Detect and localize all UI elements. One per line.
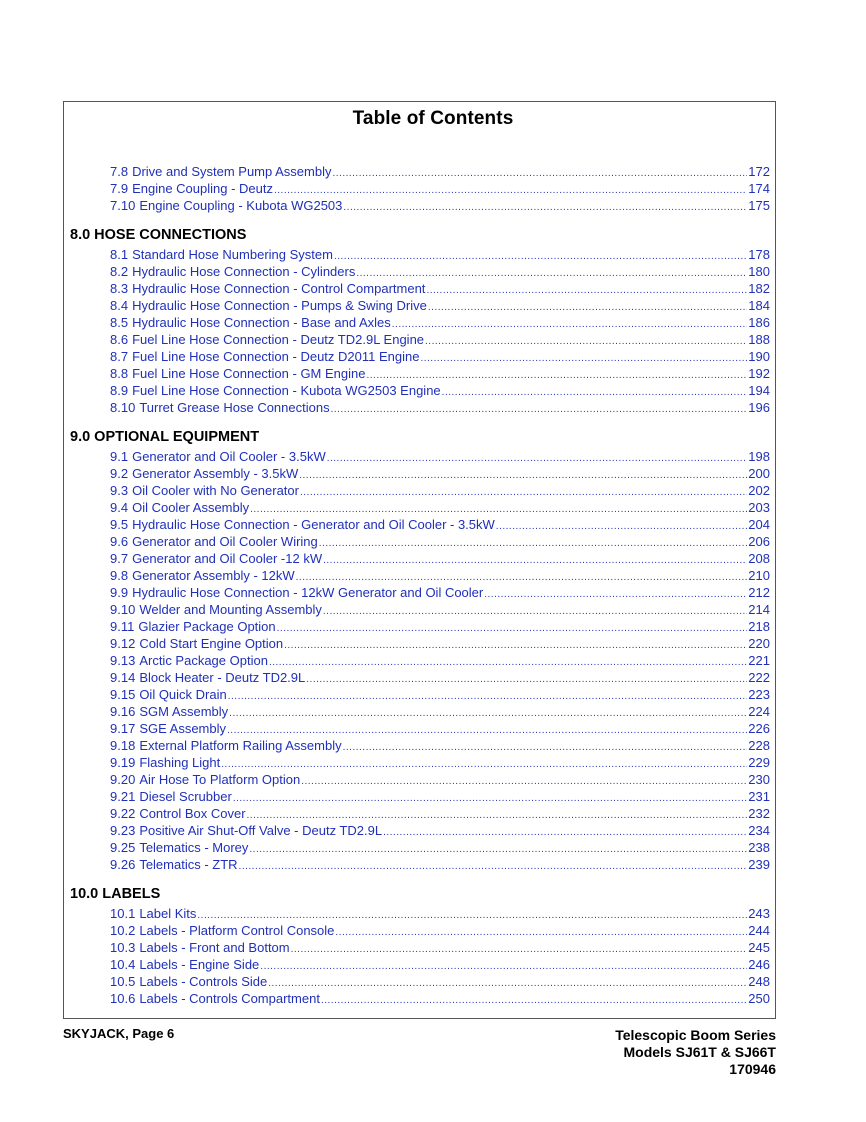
toc-entry[interactable] — [110, 618, 770, 635]
toc-entry-number: 9.12 — [110, 636, 136, 651]
toc-entry-title: SGM Assembly — [139, 704, 229, 719]
toc-entry-page: 214 — [748, 602, 770, 617]
toc-entry-page: 230 — [748, 772, 770, 787]
toc-entry-title: Engine Coupling - Deutz — [132, 181, 273, 196]
toc-entry-page: 192 — [748, 366, 770, 381]
section-heading: 10.0 LABELS — [70, 886, 161, 902]
toc-entry-number: 9.2 — [110, 466, 129, 481]
toc-entry-page: 174 — [748, 181, 770, 196]
toc-entry-page: 228 — [748, 738, 770, 753]
toc-entry[interactable] — [110, 856, 770, 873]
toc-entry-title: Drive and System Pump Assembly — [132, 164, 332, 179]
toc-entry-title: Generator Assembly - 3.5kW — [132, 466, 299, 481]
toc-entry-title: Welder and Mounting Assembly — [139, 602, 322, 617]
toc-entry-title: Hydraulic Hose Connection - Base and Axles — [132, 315, 391, 330]
toc-entry-number: 8.7 — [110, 349, 129, 364]
toc-entry[interactable] — [110, 990, 770, 1007]
toc-entry-title: Generator and Oil Cooler -12 kW — [132, 551, 323, 566]
toc-entry-title: Labels - Controls Side — [139, 974, 268, 989]
toc-entry-number: 9.22 — [110, 806, 136, 821]
toc-entry-title: Glazier Package Option — [138, 619, 276, 634]
toc-entry-number: 8.2 — [110, 264, 129, 279]
toc-entry-title: Generator and Oil Cooler Wiring — [132, 534, 318, 549]
toc-entry-number: 9.26 — [110, 857, 136, 872]
toc-entry-page: 229 — [748, 755, 770, 770]
toc-entry-title: Fuel Line Hose Connection - Deutz D2011 Engine — [132, 349, 420, 364]
toc-entry-number: 8.9 — [110, 383, 129, 398]
toc-entry[interactable] — [110, 246, 770, 263]
toc-entry-title: Label Kits — [139, 906, 197, 921]
toc-entry[interactable] — [110, 788, 770, 805]
toc-entry-number: 7.9 — [110, 181, 129, 196]
toc-entry[interactable] — [110, 314, 770, 331]
toc-entry-page: 244 — [748, 923, 770, 938]
toc-entry-title: Engine Coupling - Kubota WG2503 — [139, 198, 343, 213]
toc-entry-title: Hydraulic Hose Connection - Cylinders — [132, 264, 356, 279]
toc-entry-number: 9.25 — [110, 840, 136, 855]
toc-entry-title: Telematics - Morey — [139, 840, 249, 855]
toc-entry-number: 10.3 — [110, 940, 136, 955]
toc-entry-page: 223 — [748, 687, 770, 702]
toc-entry[interactable] — [110, 686, 770, 703]
toc-entry-number: 10.2 — [110, 923, 136, 938]
toc-entry[interactable] — [110, 297, 770, 314]
toc-entry-title: Oil Quick Drain — [139, 687, 227, 702]
toc-entry-number: 9.21 — [110, 789, 136, 804]
toc-entry-page: 203 — [748, 500, 770, 515]
footer-page-label: SKYJACK, Page 6 — [63, 1026, 175, 1041]
toc-entry-page: 198 — [748, 449, 770, 464]
toc-entry-page: 206 — [748, 534, 770, 549]
toc-entry-title: Hydraulic Hose Connection - 12kW Generator and Oil Cooler — [132, 585, 484, 600]
toc-entry-page: 186 — [748, 315, 770, 330]
toc-entry-page: 175 — [748, 198, 770, 213]
toc-entry-number: 9.4 — [110, 500, 129, 515]
toc-entry-title: External Platform Railing Assembly — [139, 738, 342, 753]
toc-entry[interactable] — [110, 263, 770, 280]
toc-entry[interactable] — [110, 448, 770, 465]
toc-entry-number: 9.6 — [110, 534, 129, 549]
toc-entry-page: 182 — [748, 281, 770, 296]
toc-entry-title: Fuel Line Hose Connection - GM Engine — [132, 366, 366, 381]
toc-entry-title: Positive Air Shut-Off Valve - Deutz TD2.9L — [139, 823, 383, 838]
toc-entry-page: 208 — [748, 551, 770, 566]
toc-entry-number: 8.3 — [110, 281, 129, 296]
toc-entry-page: 204 — [748, 517, 770, 532]
toc-entry-title: Block Heater - Deutz TD2.9L — [139, 670, 306, 685]
toc-entry-page: 234 — [748, 823, 770, 838]
toc-entry[interactable] — [110, 365, 770, 382]
toc-entry-title: Labels - Front and Bottom — [139, 940, 290, 955]
toc-entry-page: 243 — [748, 906, 770, 921]
toc-entry-page: 221 — [748, 653, 770, 668]
toc-entry-page: 194 — [748, 383, 770, 398]
toc-entry-number: 9.15 — [110, 687, 136, 702]
toc-entry[interactable] — [110, 348, 770, 365]
toc-entry[interactable] — [110, 382, 770, 399]
toc-entry-page: 239 — [748, 857, 770, 872]
toc-entry[interactable] — [110, 163, 770, 180]
toc-entry-page: 232 — [748, 806, 770, 821]
toc-entry[interactable] — [110, 399, 770, 416]
toc-entry[interactable] — [110, 601, 770, 618]
toc-entry-title: Generator and Oil Cooler - 3.5kW — [132, 449, 326, 464]
toc-entry-page: 248 — [748, 974, 770, 989]
toc-entry-number: 9.11 — [110, 619, 135, 634]
toc-entry-title: Oil Cooler Assembly — [132, 500, 250, 515]
toc-entry-title: Arctic Package Option — [139, 653, 268, 668]
toc-entry[interactable] — [110, 905, 770, 922]
toc-entry-title: Flashing Light — [139, 755, 221, 770]
toc-entry-title: Hydraulic Hose Connection - Pumps & Swing Drive — [132, 298, 427, 313]
dot-leader — [343, 199, 747, 216]
toc-entry-title: Diesel Scrubber — [139, 789, 232, 804]
toc-entry-page: 178 — [748, 247, 770, 262]
toc-entry-title: Control Box Cover — [139, 806, 246, 821]
toc-entry[interactable] — [110, 956, 770, 973]
toc-entry[interactable] — [110, 703, 770, 720]
toc-entry-page: 180 — [748, 264, 770, 279]
toc-entry[interactable] — [110, 839, 770, 856]
toc-entry-page: 245 — [748, 940, 770, 955]
toc-entry-title: Turret Grease Hose Connections — [139, 400, 330, 415]
toc-entry[interactable] — [110, 482, 770, 499]
dot-leader — [321, 992, 747, 1009]
toc-entry-number: 9.10 — [110, 602, 136, 617]
toc-entry-number: 8.1 — [110, 247, 129, 262]
toc-entry-title: Hydraulic Hose Connection - Generator and Oil Cooler - 3.5kW — [132, 517, 495, 532]
toc-entry[interactable] — [110, 720, 770, 737]
toc-entry-page: 196 — [748, 400, 770, 415]
toc-entry[interactable] — [110, 465, 770, 482]
toc-entry-number: 8.6 — [110, 332, 129, 347]
toc-entry-page: 226 — [748, 721, 770, 736]
toc-entry[interactable] — [110, 973, 770, 990]
toc-entry[interactable] — [110, 567, 770, 584]
toc-entry-title: Fuel Line Hose Connection - Kubota WG2503 Engine — [132, 383, 441, 398]
toc-entry-title: Standard Hose Numbering System — [132, 247, 333, 262]
toc-entry-page: 200 — [748, 466, 770, 481]
toc-entry-number: 9.14 — [110, 670, 136, 685]
toc-entry-page: 184 — [748, 298, 770, 313]
toc-entry[interactable] — [110, 939, 770, 956]
toc-entry-number: 7.8 — [110, 164, 129, 179]
toc-entry[interactable] — [110, 754, 770, 771]
toc-entry[interactable] — [110, 922, 770, 939]
section-heading: 8.0 HOSE CONNECTIONS — [70, 227, 247, 243]
toc-entry-page: 218 — [748, 619, 770, 634]
toc-entry-number: 8.4 — [110, 298, 129, 313]
page-title: Table of Contents — [352, 108, 514, 129]
toc-entry-number: 9.7 — [110, 551, 129, 566]
toc-entry[interactable] — [110, 331, 770, 348]
toc-entry-number: 8.10 — [110, 400, 136, 415]
toc-entry-number: 10.4 — [110, 957, 136, 972]
toc-entry-number: 9.5 — [110, 517, 129, 532]
toc-entry[interactable] — [110, 280, 770, 297]
toc-entry-number: 9.3 — [110, 483, 129, 498]
toc-entry[interactable] — [110, 499, 770, 516]
toc-entry-page: 202 — [748, 483, 770, 498]
toc-entry-number: 9.23 — [110, 823, 136, 838]
toc-entry-number: 10.6 — [110, 991, 136, 1006]
toc-entry-title: SGE Assembly — [139, 721, 227, 736]
toc-entry-number: 9.19 — [110, 755, 136, 770]
toc-entry[interactable] — [110, 805, 770, 822]
toc-entry[interactable] — [110, 822, 770, 839]
footer-doc-number: 170946 — [729, 1061, 776, 1077]
toc-entry-title: Generator Assembly - 12kW — [132, 568, 295, 583]
toc-entry[interactable] — [110, 533, 770, 550]
toc-entry-number: 10.5 — [110, 974, 136, 989]
toc-entry-number: 8.5 — [110, 315, 129, 330]
dot-leader — [239, 858, 748, 875]
toc-entry-page: 222 — [748, 670, 770, 685]
toc-entry-page: 231 — [748, 789, 770, 804]
toc-entry-page: 172 — [748, 164, 770, 179]
toc-entry-title: Telematics - ZTR — [139, 857, 238, 872]
toc-entry-page: 220 — [748, 636, 770, 651]
toc-entry-title: Fuel Line Hose Connection - Deutz TD2.9L Engine — [132, 332, 425, 347]
toc-entry[interactable] — [110, 584, 770, 601]
toc-entry[interactable] — [110, 669, 770, 686]
toc-entry-number: 8.8 — [110, 366, 129, 381]
toc-entry-number: 7.10 — [110, 198, 136, 213]
toc-entry-page: 210 — [748, 568, 770, 583]
toc-entry-number: 9.18 — [110, 738, 136, 753]
footer-model-info — [615, 1027, 776, 1078]
toc-entry-title: Labels - Engine Side — [139, 957, 260, 972]
toc-entry-page: 212 — [748, 585, 770, 600]
toc-entry-title: Labels - Controls Compartment — [139, 991, 320, 1006]
toc-entry-title: Oil Cooler with No Generator — [132, 483, 299, 498]
toc-entry-number: 10.1 — [110, 906, 136, 921]
toc-entry-number: 9.8 — [110, 568, 129, 583]
toc-entry-page: 246 — [748, 957, 770, 972]
footer-models: Models SJ61T & SJ66T — [623, 1044, 776, 1060]
toc-entry[interactable] — [110, 197, 770, 214]
toc-entry-page: 224 — [748, 704, 770, 719]
toc-entry-number: 9.17 — [110, 721, 136, 736]
toc-entry[interactable] — [110, 737, 770, 754]
section-heading: 9.0 OPTIONAL EQUIPMENT — [70, 429, 260, 445]
toc-entry-number: 9.16 — [110, 704, 136, 719]
toc-entry-page: 190 — [748, 349, 770, 364]
toc-entry[interactable] — [110, 652, 770, 669]
dot-leader — [331, 401, 748, 418]
toc-entry-number: 9.20 — [110, 772, 136, 787]
toc-entry[interactable] — [110, 771, 770, 788]
toc-entry[interactable] — [110, 635, 770, 652]
toc-entry-page: 238 — [748, 840, 770, 855]
toc-entry-title: Cold Start Engine Option — [139, 636, 284, 651]
toc-entry-number: 9.13 — [110, 653, 136, 668]
toc-entry[interactable] — [110, 516, 770, 533]
toc-entry[interactable] — [110, 550, 770, 567]
toc-entry[interactable] — [110, 180, 770, 197]
toc-entry-title: Hydraulic Hose Connection - Control Compartment — [132, 281, 426, 296]
footer-series: Telescopic Boom Series — [615, 1027, 776, 1043]
toc-entry-number: 9.9 — [110, 585, 129, 600]
toc-entry-page: 250 — [748, 991, 770, 1006]
toc-entry-title: Air Hose To Platform Option — [139, 772, 301, 787]
toc-entry-title: Labels - Platform Control Console — [139, 923, 335, 938]
toc-entry-page: 188 — [748, 332, 770, 347]
toc-entry-number: 9.1 — [110, 449, 129, 464]
